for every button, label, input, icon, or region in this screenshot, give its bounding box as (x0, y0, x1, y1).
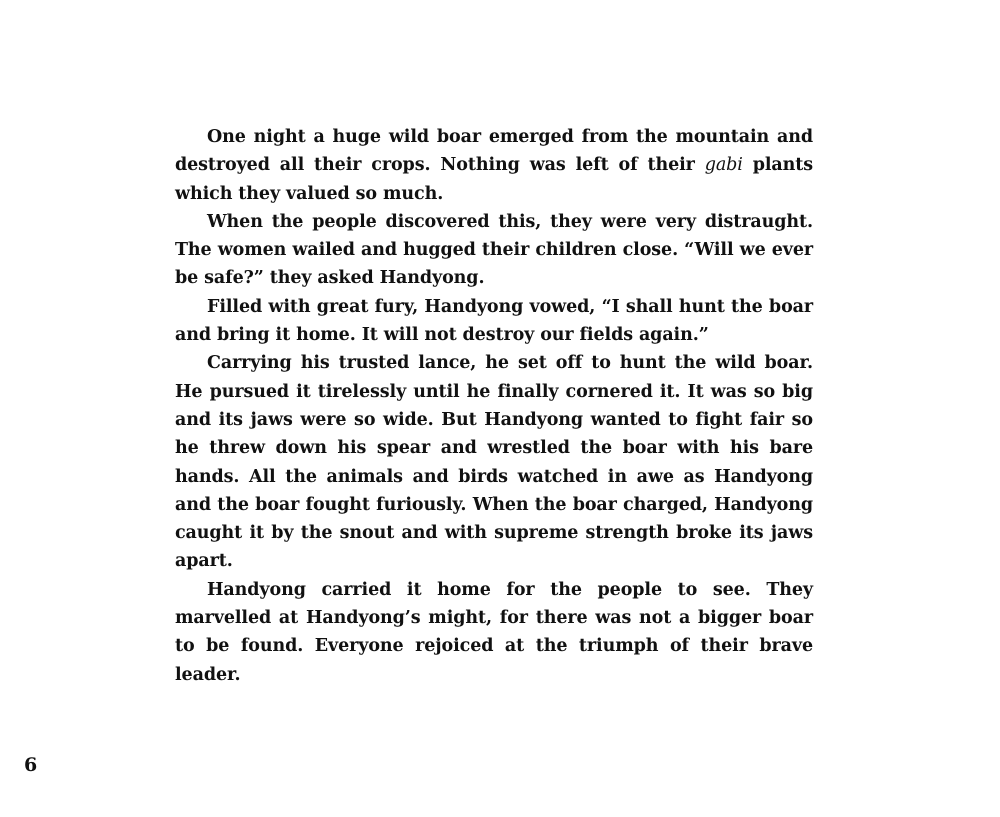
paragraph-1 (175, 123, 813, 208)
story-text (175, 123, 813, 689)
paragraph-5: Handyong carried it home for the people to see. They marvelled at Handyong’s might, for there was not a bigger boar to be found. Everyone rejoiced at the triumph of their brave leader. (175, 579, 813, 685)
paragraph-1-italic-word: gabi (704, 155, 743, 176)
page-number: 6 (24, 754, 38, 776)
paragraph-1-text-a: One night a huge wild boar emerged from the mountain and destroyed all their crops. Nothing was left of their (175, 127, 813, 176)
paragraph-2: When the people discovered this, they were very distraught. The women wailed and hugged their children close. “Will we ever be safe?” they asked Handyong. (175, 211, 813, 289)
paragraph-1-text-b: plants which they valued so much. (175, 155, 814, 204)
paragraph-3: Filled with great fury, Handyong vowed, “I shall hunt the boar and bring it home. It will not destroy our fields again.” (175, 296, 813, 346)
paragraph-4: Carrying his trusted lance, he set off to hunt the wild boar. He pursued it tirelessly until he finally cornered it. It was so big and its jaws were so wide. But Handyong wanted to fight fair so he threw down his spear and wrestled the boar with his bare hands. All the animals and birds watched in awe as Handyong and the boar fought furiously. When the boar charged, Handyong caught it by the snout and with supreme strength broke its jaws apart. (175, 353, 813, 572)
